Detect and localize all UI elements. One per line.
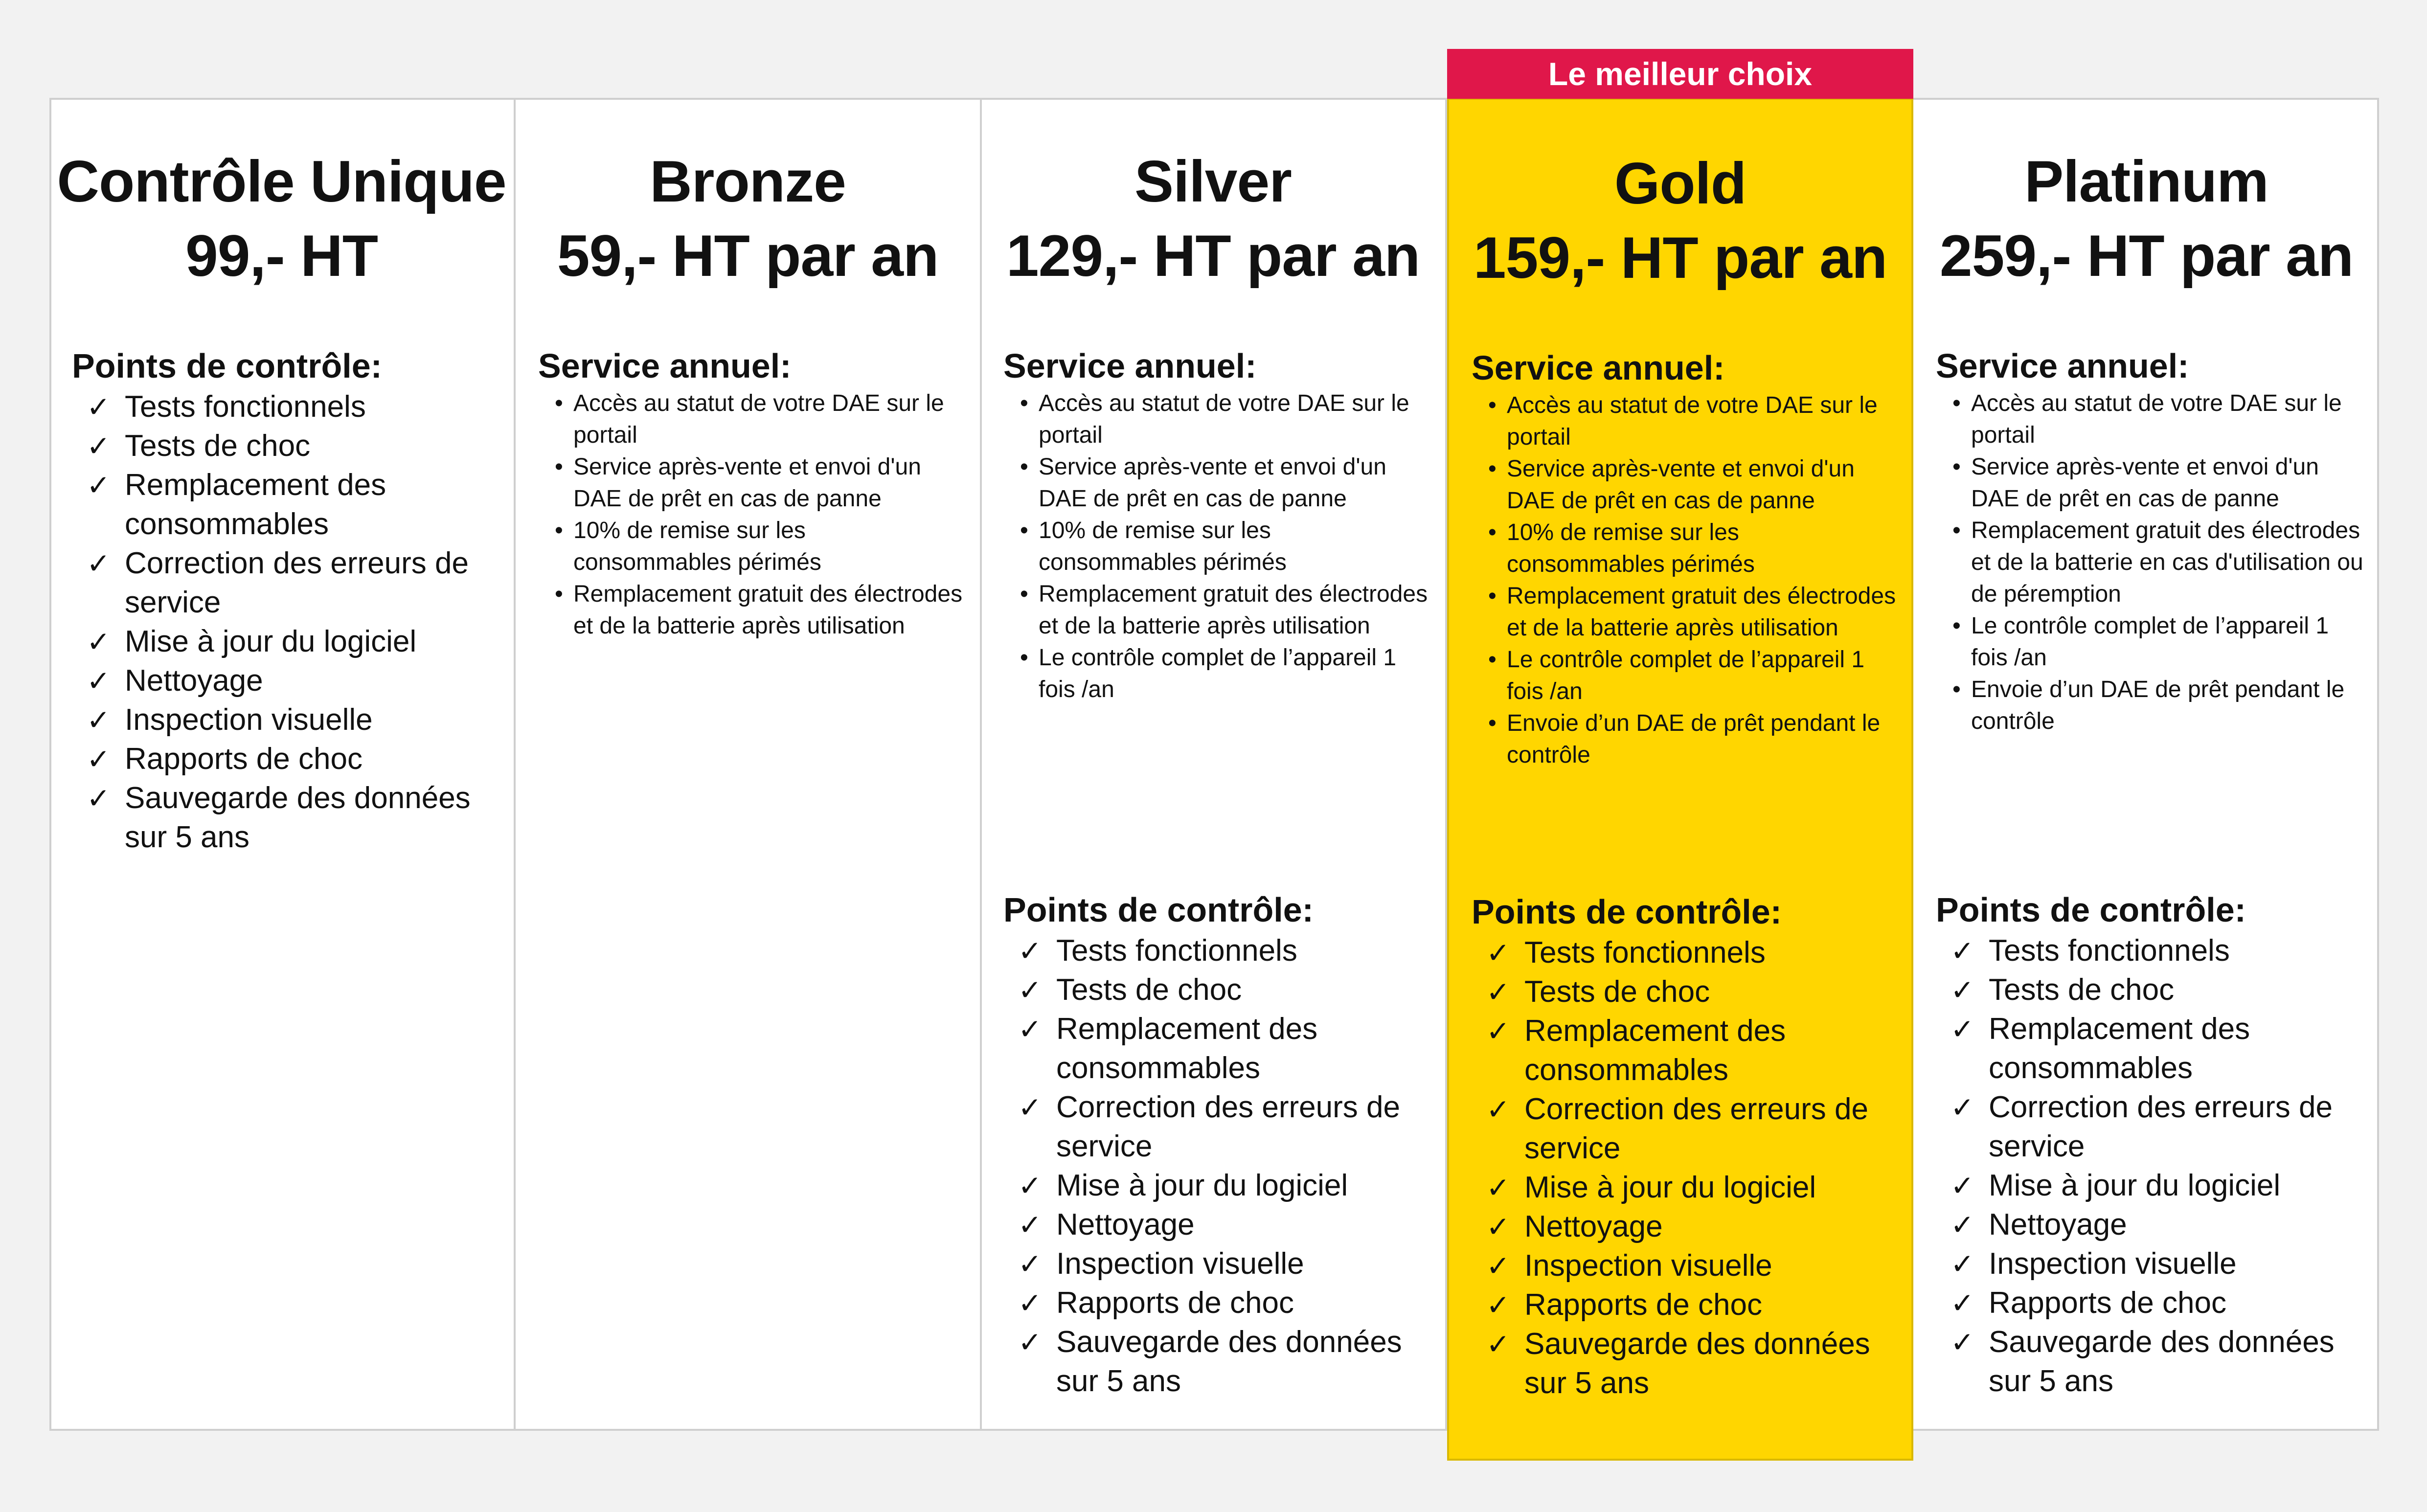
check-item	[72, 427, 500, 466]
service-title: Service annuel:	[1472, 349, 1725, 387]
check-item	[1003, 1284, 1431, 1323]
check-item-label: Correction des erreurs de service	[1989, 1090, 2333, 1163]
check-item	[72, 661, 500, 700]
check-item-label: Sauvegarde des données sur 5 ans	[1524, 1327, 1870, 1400]
check-item-label: Sauvegarde des données sur 5 ans	[1989, 1325, 2335, 1398]
plan-price: 99,- HT	[185, 223, 378, 289]
checkmark-icon: ✓	[1018, 1286, 1042, 1320]
check-item-label: Remplacement des consommables	[125, 468, 386, 541]
check-item-label: Inspection visuelle	[125, 703, 373, 737]
service-item: • Service après-vente et envoi d'un DAE de prêt en cas de panne	[1472, 453, 1898, 517]
checkmark-icon: ✓	[87, 782, 111, 815]
check-item	[1936, 1323, 2366, 1401]
checkmark-icon: ✓	[87, 625, 111, 658]
check-item-label: Inspection visuelle	[1989, 1247, 2237, 1281]
check-item-label: Rapports de choc	[1524, 1288, 1762, 1322]
check-item	[1936, 1244, 2366, 1284]
service-list	[1936, 387, 2366, 737]
check-item	[1936, 1010, 2366, 1088]
checkmark-icon: ✓	[87, 390, 111, 424]
check-item-label: Mise à jour du logiciel	[1524, 1171, 1816, 1204]
service-item: • Remplacement gratuit des électrodes et de la batterie en cas d'utilisation ou de péremption	[1936, 515, 2366, 610]
checkmark-icon: ✓	[1486, 936, 1510, 970]
service-list	[538, 387, 966, 642]
checkmark-icon: ✓	[87, 664, 111, 698]
check-item	[1936, 1088, 2366, 1166]
check-item-label: Rapports de choc	[125, 742, 363, 776]
checkmark-icon: ✓	[1486, 1288, 1510, 1322]
service-item: • 10% de remise sur les consommables périmés	[1003, 515, 1431, 578]
service-item: • Remplacement gratuit des électrodes et de la batterie après utilisation	[538, 578, 966, 642]
check-item	[72, 740, 500, 779]
checkmark-icon: ✓	[87, 547, 111, 580]
checkmark-icon: ✓	[87, 469, 111, 502]
check-item	[1003, 970, 1431, 1010]
check-title: Points de contrôle:	[1003, 891, 1314, 929]
checkmark-icon: ✓	[1486, 1093, 1510, 1126]
checkmark-icon: ✓	[1951, 1326, 1974, 1359]
check-item	[1936, 1166, 2366, 1205]
check-item	[1003, 1010, 1431, 1088]
check-list	[72, 387, 500, 857]
checkmark-icon: ✓	[87, 743, 111, 776]
check-item	[1472, 1246, 1898, 1286]
check-item-label: Mise à jour du logiciel	[1989, 1169, 2281, 1202]
check-item-label: Correction des erreurs de service	[1524, 1092, 1868, 1165]
plan-price: 129,- HT par an	[1006, 223, 1420, 289]
plan-header	[1913, 144, 2380, 293]
check-title: Points de contrôle:	[1936, 891, 2246, 929]
check-item-label: Sauvegarde des données sur 5 ans	[125, 781, 471, 854]
plan-name: Gold	[1614, 151, 1747, 216]
plan-column-gold	[1447, 98, 1913, 1461]
checkmark-icon: ✓	[1018, 1326, 1042, 1359]
plan-header	[981, 144, 1445, 293]
check-section	[1003, 890, 1431, 1401]
checkmark-icon: ✓	[1018, 1013, 1042, 1046]
service-item: • Remplacement gratuit des électrodes et de la batterie après utilisation	[1472, 580, 1898, 644]
check-item-label: Tests fonctionnels	[1524, 936, 1766, 970]
checkmark-icon: ✓	[1486, 1210, 1510, 1243]
checkmark-icon: ✓	[1018, 973, 1042, 1007]
plan-header	[49, 144, 514, 293]
check-item	[1003, 1323, 1431, 1401]
check-item-label: Remplacement des consommables	[1056, 1012, 1318, 1085]
checkmark-icon: ✓	[1018, 934, 1042, 968]
service-item: • Envoie d’un DAE de prêt pendant le contrôle	[1472, 707, 1898, 771]
service-section	[538, 346, 966, 642]
check-item	[1472, 1325, 1898, 1403]
plan-price: 259,- HT par an	[1939, 223, 2354, 289]
check-item-label: Nettoyage	[1989, 1208, 2127, 1241]
checkmark-icon: ✓	[1486, 975, 1510, 1009]
check-item	[1003, 1088, 1431, 1166]
check-item	[1936, 1284, 2366, 1323]
check-item-label: Tests de choc	[1524, 975, 1710, 1009]
checkmark-icon: ✓	[1486, 1171, 1510, 1204]
service-title: Service annuel:	[1936, 347, 2189, 385]
service-item: • Accès au statut de votre DAE sur le portail	[1003, 387, 1431, 451]
check-item-label: Nettoyage	[125, 664, 263, 698]
check-item	[1472, 1207, 1898, 1246]
service-section	[1472, 348, 1898, 771]
checkmark-icon: ✓	[1951, 1013, 1974, 1046]
check-item	[1003, 931, 1431, 970]
check-item	[1936, 970, 2366, 1010]
check-item	[1472, 1012, 1898, 1090]
checkmark-icon: ✓	[87, 429, 111, 463]
plan-name: Contrôle Unique	[57, 149, 506, 214]
check-item	[72, 779, 500, 857]
check-item-label: Inspection visuelle	[1524, 1249, 1772, 1283]
check-item-label: Remplacement des consommables	[1989, 1012, 2250, 1085]
checkmark-icon: ✓	[87, 703, 111, 737]
checkmark-icon: ✓	[1018, 1169, 1042, 1202]
plan-price: 59,- HT par an	[557, 223, 939, 289]
service-list	[1472, 389, 1898, 771]
check-title: Points de contrôle:	[1472, 893, 1782, 931]
service-item: • Accès au statut de votre DAE sur le portail	[1936, 387, 2366, 451]
check-item-label: Tests fonctionnels	[1056, 934, 1297, 968]
service-item: • Le contrôle complet de l’appareil 1 fois /an	[1936, 610, 2366, 674]
check-item	[1472, 1286, 1898, 1325]
check-title: Points de contrôle:	[72, 347, 382, 385]
checkmark-icon: ✓	[1018, 1247, 1042, 1281]
check-item-label: Nettoyage	[1524, 1210, 1663, 1243]
service-item: • 10% de remise sur les consommables périmés	[538, 515, 966, 578]
plan-header	[516, 144, 980, 293]
checkmark-icon: ✓	[1951, 934, 1974, 968]
check-item-label: Remplacement des consommables	[1524, 1014, 1786, 1087]
checkmark-icon: ✓	[1951, 1247, 1974, 1281]
service-title: Service annuel:	[538, 347, 792, 385]
plan-name: Bronze	[650, 149, 846, 214]
service-item: • Service après-vente et envoi d'un DAE de prêt en cas de panne	[1003, 451, 1431, 515]
service-section	[1003, 346, 1431, 705]
check-item-label: Sauvegarde des données sur 5 ans	[1056, 1325, 1402, 1398]
checkmark-icon: ✓	[1951, 973, 1974, 1007]
check-item-label: Tests de choc	[1056, 973, 1242, 1007]
plan-name: Silver	[1134, 149, 1292, 214]
check-section	[1936, 890, 2366, 1401]
checkmark-icon: ✓	[1486, 1015, 1510, 1048]
check-list	[1936, 931, 2366, 1401]
service-section	[1936, 346, 2366, 737]
check-item	[72, 466, 500, 544]
check-item-label: Correction des erreurs de service	[125, 546, 469, 619]
check-item	[1472, 1168, 1898, 1207]
check-item-label: Inspection visuelle	[1056, 1247, 1304, 1281]
plan-header	[1449, 146, 1911, 295]
plan-name: Platinum	[2024, 149, 2268, 214]
service-item: • Le contrôle complet de l’appareil 1 fois /an	[1003, 642, 1431, 705]
checkmark-icon: ✓	[1486, 1328, 1510, 1361]
check-item-label: Nettoyage	[1056, 1208, 1195, 1241]
check-item-label: Rapports de choc	[1989, 1286, 2226, 1320]
check-item	[1472, 1090, 1898, 1168]
service-item: • Remplacement gratuit des électrodes et de la batterie après utilisation	[1003, 578, 1431, 642]
check-item-label: Tests de choc	[1989, 973, 2175, 1007]
plan-column-silver	[981, 98, 1447, 1431]
check-item	[1003, 1244, 1431, 1284]
checkmark-icon: ✓	[1486, 1249, 1510, 1283]
plan-column-bronze	[516, 98, 982, 1431]
check-item-label: Correction des erreurs de service	[1056, 1090, 1400, 1163]
service-item: • Le contrôle complet de l’appareil 1 fois /an	[1472, 644, 1898, 707]
check-item	[72, 387, 500, 427]
checkmark-icon: ✓	[1951, 1169, 1974, 1202]
checkmark-icon: ✓	[1951, 1286, 1974, 1320]
check-item	[1472, 972, 1898, 1012]
check-item-label: Mise à jour du logiciel	[1056, 1169, 1348, 1202]
service-item: • Envoie d’un DAE de prêt pendant le contrôle	[1936, 674, 2366, 737]
service-item: • 10% de remise sur les consommables périmés	[1472, 517, 1898, 580]
check-item-label: Tests fonctionnels	[125, 390, 366, 424]
service-item: • Accès au statut de votre DAE sur le portail	[1472, 389, 1898, 453]
checkmark-icon: ✓	[1951, 1091, 1974, 1124]
check-list	[1472, 933, 1898, 1403]
service-item: • Service après-vente et envoi d'un DAE de prêt en cas de panne	[538, 451, 966, 515]
check-item-label: Rapports de choc	[1056, 1286, 1294, 1320]
check-item-label: Mise à jour du logiciel	[125, 625, 417, 658]
check-list	[1003, 931, 1431, 1401]
check-item	[72, 700, 500, 740]
check-item-label: Tests fonctionnels	[1989, 934, 2230, 968]
check-section	[1472, 892, 1898, 1403]
plan-column-platinum	[1913, 98, 2380, 1431]
service-title: Service annuel:	[1003, 347, 1257, 385]
service-item: • Accès au statut de votre DAE sur le portail	[538, 387, 966, 451]
checkmark-icon: ✓	[1018, 1091, 1042, 1124]
plan-column-controle	[49, 98, 516, 1431]
check-item	[72, 544, 500, 622]
plan-price: 159,- HT par an	[1473, 225, 1887, 291]
best-choice-badge: Le meilleur choix	[1447, 49, 1913, 99]
service-item: • Service après-vente et envoi d'un DAE de prêt en cas de panne	[1936, 451, 2366, 515]
check-item	[1936, 1205, 2366, 1244]
checkmark-icon: ✓	[1951, 1208, 1974, 1241]
check-item	[1472, 933, 1898, 972]
check-item	[1003, 1166, 1431, 1205]
checkmark-icon: ✓	[1018, 1208, 1042, 1241]
check-item-label: Tests de choc	[125, 429, 311, 463]
check-item	[1003, 1205, 1431, 1244]
check-section	[72, 346, 500, 857]
check-item	[1936, 931, 2366, 970]
check-item	[72, 622, 500, 661]
service-list	[1003, 387, 1431, 705]
